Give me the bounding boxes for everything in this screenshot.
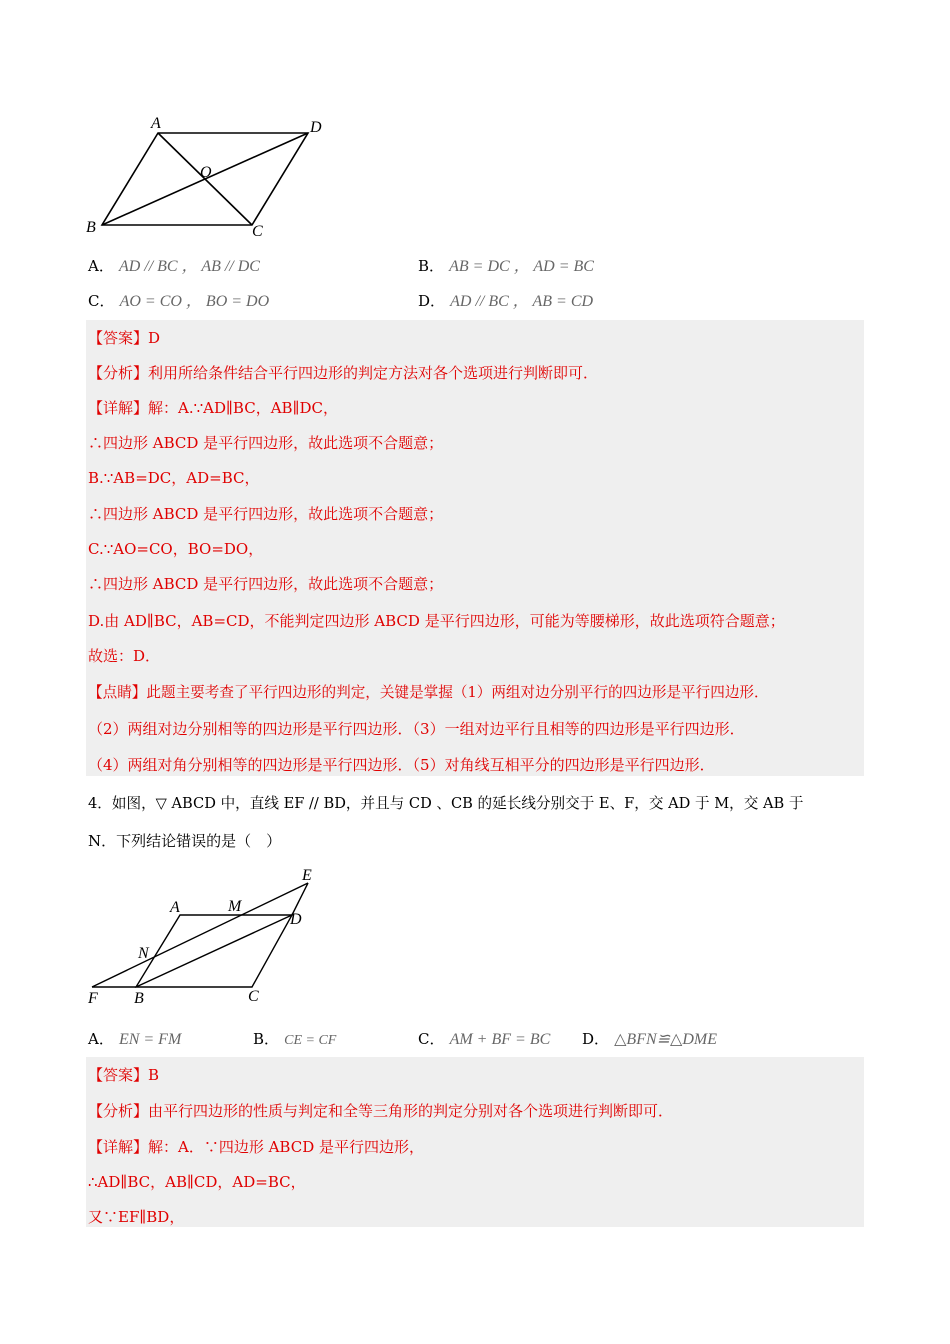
- q3-detail-line-3: B.∵AB=DC，AD=BC，: [88, 469, 260, 487]
- option-expr: △BFN≌△DME: [614, 1031, 718, 1048]
- q4-answer: 【答案】B: [88, 1066, 160, 1084]
- q3-option-d[interactable]: [418, 288, 593, 311]
- q4-label-m: M: [228, 898, 242, 915]
- q4-label-b: B: [134, 990, 144, 1007]
- option-letter: D．: [418, 292, 446, 310]
- option-letter: A．: [88, 257, 114, 275]
- q4-label-n: N: [138, 945, 149, 962]
- q3-parallelogram-figure: [84, 112, 334, 242]
- q4-option-c[interactable]: [418, 1028, 550, 1049]
- option-letter: A．: [88, 1030, 114, 1048]
- q4-label-e: E: [302, 867, 312, 884]
- q3-analysis: 【分析】利用所给条件结合平行四边形的判定方法对各个选项进行判断即可．: [88, 364, 599, 382]
- q3-detail-line-1: 【详解】解：A.∵AD∥BC，AB∥DC，: [88, 399, 338, 417]
- option-expr: CE = CF: [284, 1033, 337, 1048]
- q4-label-c: C: [248, 988, 259, 1005]
- q3-label-o: O: [200, 164, 212, 181]
- option-letter: B．: [253, 1030, 280, 1048]
- q3-label-b: B: [86, 219, 96, 236]
- q4-parallelogram-figure: [84, 866, 324, 1008]
- q3-detail-line-4: ∴四边形 ABCD 是平行四边形，故此选项不合题意；: [88, 505, 444, 523]
- option-expr: AD // BC ， AB = CD: [450, 293, 594, 310]
- q4-detail-line-1: 【详解】解：A．∵四边形 ABCD 是平行四边形，: [88, 1138, 425, 1156]
- q4-detail-line-2: ∴AD∥BC，AB∥CD，AD=BC，: [88, 1173, 306, 1191]
- option-expr: AM + BF = BC: [449, 1031, 551, 1048]
- q3-option-a[interactable]: [88, 253, 260, 276]
- option-expr: AB = DC ， AD = BC: [449, 258, 594, 275]
- option-letter: B．: [418, 257, 445, 275]
- q3-detail-line-6: ∴四边形 ABCD 是平行四边形，故此选项不合题意；: [88, 575, 444, 593]
- option-expr: AO = CO ， BO = DO: [119, 293, 270, 310]
- option-expr: EN = FM: [118, 1031, 182, 1048]
- option-letter: C．: [418, 1030, 445, 1048]
- q3-detail-line-7: D.由 AD∥BC，AB=CD，不能判定四边形 ABCD 是平行四边形，可能为等腰梯形，故此选项符合题意；: [88, 612, 785, 630]
- q4-label-f: F: [88, 990, 98, 1007]
- q4-stem-line-1: 4．如图，▽ ABCD 中，直线 EF // BD，并且与 CD 、CB 的延长线分别交于 E、F，交 AD 于 M，交 AB 于: [88, 795, 804, 812]
- q3-detail-line-2: ∴四边形 ABCD 是平行四边形，故此选项不合题意；: [88, 434, 444, 452]
- q3-label-a: A: [151, 115, 161, 132]
- q3-detail-line-5: C.∵AO=CO，BO=DO，: [88, 540, 264, 558]
- q3-label-d: D: [310, 119, 322, 136]
- q3-label-c: C: [252, 223, 263, 240]
- q3-key-point-line-2: （2）两组对边分别相等的四边形是平行四边形．（3）一组对边平行且相等的四边形是平行四边形．: [88, 720, 745, 738]
- q3-answer: 【答案】D: [88, 329, 161, 347]
- q4-label-a: A: [170, 899, 180, 916]
- q4-option-a[interactable]: [88, 1028, 181, 1049]
- q3-detail-line-8: 故选：D．: [88, 647, 161, 665]
- q4-option-b[interactable]: [253, 1028, 336, 1049]
- q4-analysis: 【分析】由平行四边形的性质与判定和全等三角形的判定分别对各个选项进行判断即可．: [88, 1102, 674, 1120]
- option-letter: C．: [88, 292, 115, 310]
- q3-key-point-line-1: 【点睛】此题主要考查了平行四边形的判定，关键是掌握（1）两组对边分别平行的四边形是平行四边形．: [88, 684, 769, 701]
- q3-key-point-line-3: （4）两组对角分别相等的四边形是平行四边形．（5）对角线互相平分的四边形是平行四边形．: [88, 756, 715, 774]
- q4-label-d: D: [290, 911, 302, 928]
- q3-option-b[interactable]: [418, 253, 594, 276]
- q4-detail-line-3: 又∵EF∥BD，: [88, 1208, 185, 1226]
- q4-stem-line-2: N．下列结论错误的是（ ）: [88, 832, 282, 850]
- option-letter: D．: [582, 1030, 610, 1048]
- q4-option-d[interactable]: [582, 1028, 717, 1049]
- q3-option-c[interactable]: [88, 288, 269, 311]
- option-expr: AD // BC ， AB // DC: [118, 258, 260, 275]
